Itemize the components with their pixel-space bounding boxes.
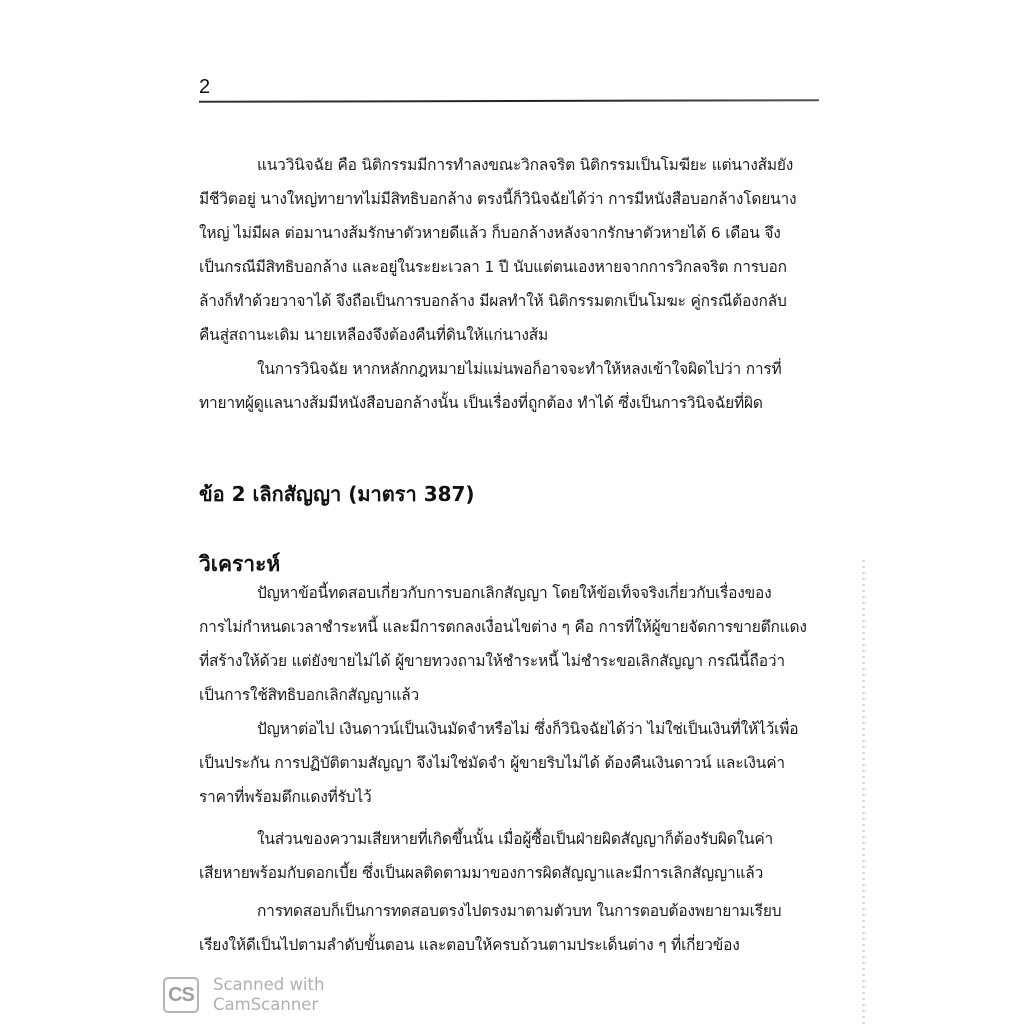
body-line: การทดสอบก็เป็นการทดสอบตรงไปตรงมาตามตัวบท ในการตอบต้องพยายามเรียบ <box>257 902 782 920</box>
camscanner-watermark <box>163 975 324 1015</box>
watermark-line-2: CamScanner <box>213 995 319 1014</box>
page-edge-shadow <box>862 560 865 1024</box>
body-line: การไม่กำหนดเวลาชำระหนี้ และมีการตกลงเงื่อนไขต่าง ๆ คือ การที่ให้ผู้ขายจัดการขายตึกแดง <box>199 618 807 636</box>
body-line: แนววินิจฉัย คือ นิติกรรมมีการทำลงขณะวิกลจริต นิติกรรมเป็นโมฆียะ แต่นางส้มยัง <box>257 156 794 174</box>
body-line: เป็นกรณีมีสิทธิบอกล้าง และอยู่ในระยะเวลา 1 ปี นับแต่ตนเองหายจากการวิกลจริต การบอก <box>199 258 787 276</box>
page-number: 2 <box>199 76 211 98</box>
body-line: เสียหายพร้อมกับดอกเบี้ย ซึ่งเป็นผลติดตามมาของการผิดสัญญาและมีการเลิกสัญญาแล้ว <box>199 864 764 882</box>
body-line: คืนสู่สถานะเดิม นายเหลืองจึงต้องคืนที่ดินให้แก่นางส้ม <box>199 326 549 344</box>
body-line: ปัญหาต่อไป เงินดาวน์เป็นเงินมัดจำหรือไม่ ซึ่งก็วินิจฉัยได้ว่า ไม่ใช่เป็นเงินที่ให้ไว้เพื่อ <box>257 720 799 738</box>
watermark-line-1: Scanned with <box>213 975 325 994</box>
body-line: เป็นประกัน การปฏิบัติตามสัญญา จึงไม่ใช่มัดจำ ผู้ขายริบไม่ได้ ต้องคืนเงินดาวน์ และเงินค่า <box>199 754 785 772</box>
body-line: เป็นการใช้สิทธิบอกเลิกสัญญาแล้ว <box>199 686 420 704</box>
watermark-text <box>213 975 324 1015</box>
body-line: ราคาที่พร้อมตึกแดงที่รับไว้ <box>199 788 372 806</box>
body-line: ในส่วนของความเสียหายที่เกิดขึ้นนั้น เมื่อผู้ซื้อเป็นฝ่ายผิดสัญญาก็ต้องรับผิดในค่า <box>257 830 774 848</box>
body-line: มีชีวิตอยู่ นางใหญ่ทายาทไม่มีสิทธิบอกล้าง ตรงนี้ก็วินิจฉัยได้ว่า การมีหนังสือบอกล้างโดยนาง <box>199 190 797 208</box>
header-rule <box>199 99 819 103</box>
body-line: เรียงให้ดีเป็นไปตามลำดับขั้นตอน และตอบให้ครบถ้วนตามประเด็นต่าง ๆ ที่เกี่ยวข้อง <box>199 936 740 954</box>
section-heading: ข้อ 2 เลิกสัญญา (มาตรา 387) <box>199 482 475 506</box>
body-line: ใหญ่ ไม่มีผล ต่อมานางส้มรักษาตัวหายดีแล้ว ก็บอกล้างหลังจากรักษาตัวหายได้ 6 เดือน จึง <box>199 224 781 242</box>
body-line: ล้างก็ทำด้วยวาจาได้ จึงถือเป็นการบอกล้าง มีผลทำให้ นิติกรรมตกเป็นโมฆะ คู่กรณีต้องกลับ <box>199 292 787 310</box>
body-line: ปัญหาข้อนี้ทดสอบเกี่ยวกับการบอกเลิกสัญญา โดยให้ข้อเท็จจริงเกี่ยวกับเรื่องของ <box>257 584 772 602</box>
camscanner-logo-icon: CS <box>163 977 199 1013</box>
sub-heading: วิเคราะห์ <box>199 552 281 576</box>
body-line: ที่สร้างให้ด้วย แต่ยังขายไม่ได้ ผู้ขายทวงถามให้ชำระหนี้ ไม่ชำระขอเลิกสัญญา กรณีนี้ถือว่า <box>199 652 785 670</box>
body-line: ทายาทผู้ดูแลนางส้มมีหนังสือบอกล้างนั้น เป็นเรื่องที่ถูกต้อง ทำได้ ซึ่งเป็นการวินิจฉัยที่ผิด <box>199 394 763 412</box>
body-line: ในการวินิจฉัย หากหลักกฎหมายไม่แม่นพอก็อาจจะทำให้หลงเข้าใจผิดไปว่า การที่ <box>257 360 782 378</box>
